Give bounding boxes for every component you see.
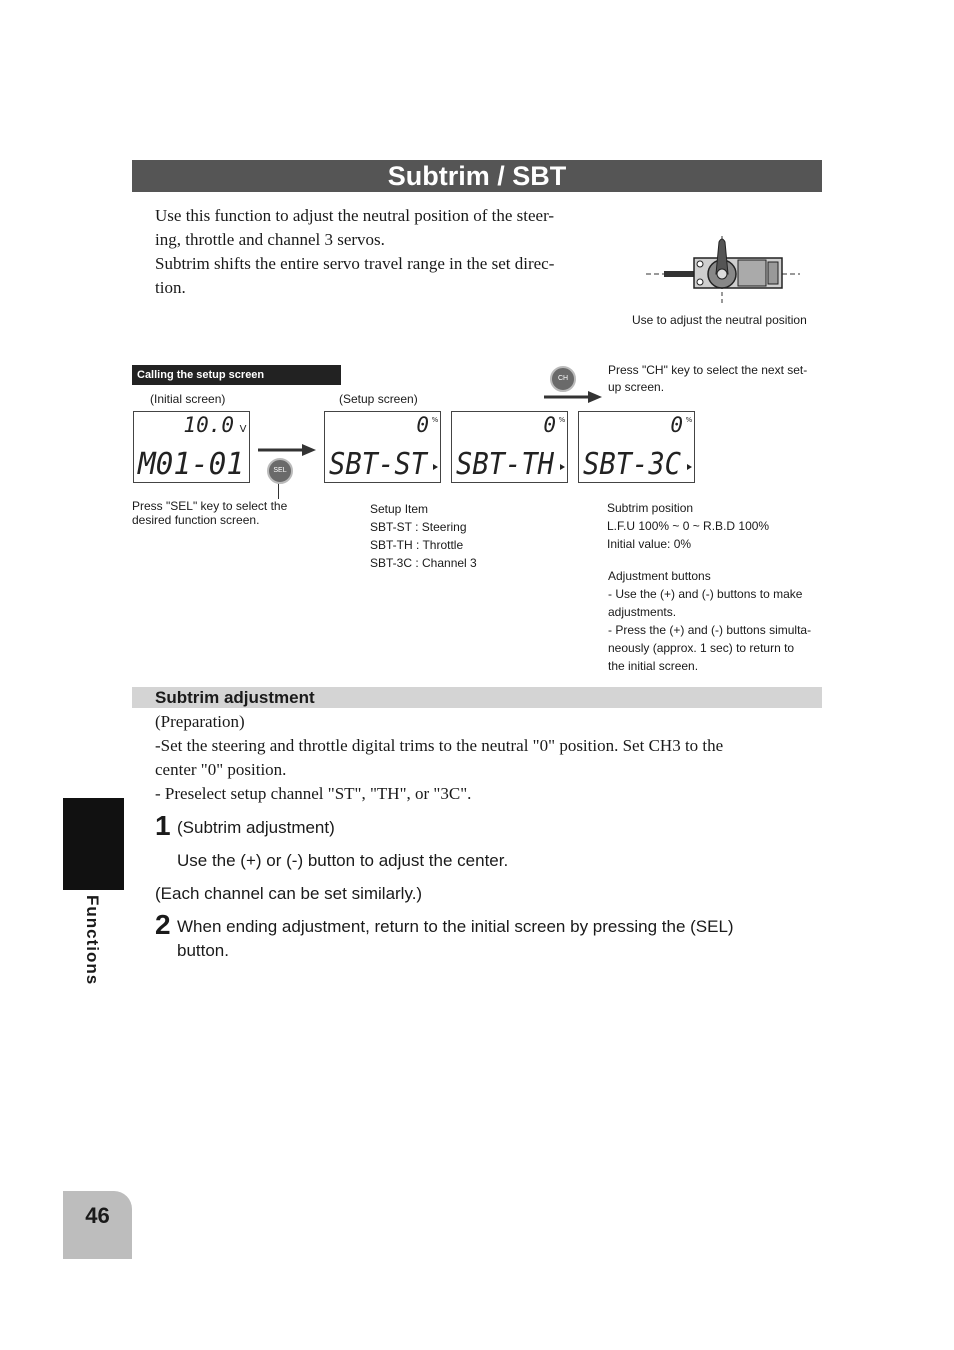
- step1-text: Use the (+) or (-) button to adjust the center.: [177, 851, 509, 870]
- ch-note-line: up screen.: [608, 380, 665, 394]
- lcd-bottom-text: SBT-ST: [329, 447, 429, 482]
- step2-line: When ending adjustment, return to the initial screen by pressing the (SEL): [177, 917, 734, 936]
- adjustment-line: neously (approx. 1 sec) to return to: [608, 641, 795, 655]
- lcd-initial-screen: [133, 411, 250, 483]
- page-number: 46: [85, 1203, 110, 1228]
- lcd-bottom-text: M01-01: [137, 447, 244, 482]
- adjustment-line: - Press the (+) and (-) buttons simulta-: [608, 623, 812, 637]
- setup-item: SBT-ST : Steering: [370, 520, 467, 534]
- servo-illustration: [640, 232, 810, 312]
- sel-pointer-line: [278, 483, 279, 499]
- diagram-section-label: Calling the setup screen: [132, 365, 341, 385]
- lcd-setup-screen-th: [451, 411, 568, 483]
- subtrim-position-heading: Subtrim position: [607, 501, 694, 515]
- subtrim-initial: Initial value: 0%: [607, 537, 692, 551]
- adjustment-line: adjustments.: [608, 605, 677, 619]
- intro-line: Subtrim shifts the entire servo travel range in the set direc-: [155, 254, 555, 273]
- adjustment-line: - Use the (+) and (-) buttons to make: [608, 587, 803, 601]
- lcd-unit: %: [558, 416, 566, 424]
- step-number: 2: [155, 909, 171, 940]
- setup-item: SBT-TH : Throttle: [370, 538, 464, 552]
- servo-caption: Use to adjust the neutral position: [632, 313, 807, 327]
- step1-note: (Each channel can be set similarly.): [155, 884, 423, 903]
- step2-text: [177, 915, 827, 963]
- sel-button[interactable]: SEL: [267, 458, 293, 484]
- step2-line: button.: [177, 941, 229, 960]
- intro-line: ing, throttle and channel 3 servos.: [155, 230, 385, 249]
- side-tab-text: Functions: [83, 895, 102, 986]
- preparation-block: [155, 710, 825, 806]
- subtrim-range: L.F.U 100% ~ 0 ~ R.B.D 100%: [607, 519, 770, 533]
- lcd-setup-screen-st: [324, 411, 441, 483]
- prep-line: -Set the steering and throttle digital trims to the neutral "0" position. Set CH3 to the: [155, 736, 724, 755]
- sel-note-line: Press "SEL" key to select the: [132, 499, 288, 513]
- step1-title: (Subtrim adjustment): [177, 818, 335, 837]
- lcd-setup-screen-3c: [578, 411, 695, 483]
- lcd-top-value: 0: [543, 413, 556, 437]
- sel-note-line: desired function screen.: [132, 513, 260, 527]
- ch-note-line: Press "CH" key to select the next set-: [608, 363, 808, 377]
- lcd-top-value: 0: [670, 413, 683, 437]
- intro-paragraph: [155, 204, 615, 300]
- adjustment-line: the initial screen.: [608, 659, 699, 673]
- lcd-bottom-text: SBT-TH: [456, 447, 555, 482]
- intro-line: Use this function to adjust the neutral position of the steer-: [155, 206, 555, 225]
- section-title: Subtrim adjustment: [155, 688, 315, 707]
- adjustment-buttons-heading: Adjustment buttons: [608, 569, 711, 583]
- ch-note: [608, 362, 828, 396]
- lcd-top-value: 0: [416, 413, 429, 437]
- lcd-top-value: 10.0: [183, 413, 234, 437]
- intro-line: tion.: [155, 278, 186, 297]
- subtrim-position-note: [607, 499, 827, 553]
- lcd-bottom-text: SBT-3C: [583, 447, 681, 482]
- setup-screen-caption: (Setup screen): [339, 392, 418, 406]
- side-tab: [63, 798, 124, 890]
- lcd-unit: %: [685, 416, 693, 424]
- arrow-right-icon: [258, 441, 316, 459]
- setup-item: SBT-3C : Channel 3: [370, 556, 477, 570]
- lcd-unit: %: [431, 416, 439, 424]
- page-title: Subtrim / SBT: [132, 160, 822, 192]
- prep-line: - Preselect setup channel "ST", "TH", or "3C".: [155, 784, 472, 803]
- prep-heading: (Preparation): [155, 712, 245, 731]
- setup-items: [370, 500, 550, 572]
- lcd-unit: V: [239, 424, 247, 435]
- adjustment-buttons-note: [608, 567, 822, 675]
- arrow-right-icon: [544, 389, 602, 405]
- step-number: 1: [155, 810, 171, 841]
- setup-items-heading: Setup Item: [370, 502, 429, 516]
- ch-button[interactable]: CH: [550, 366, 576, 392]
- prep-line: center "0" position.: [155, 760, 287, 779]
- sel-note: [132, 499, 322, 527]
- side-tab-label: [82, 895, 122, 995]
- initial-screen-caption: (Initial screen): [150, 392, 226, 406]
